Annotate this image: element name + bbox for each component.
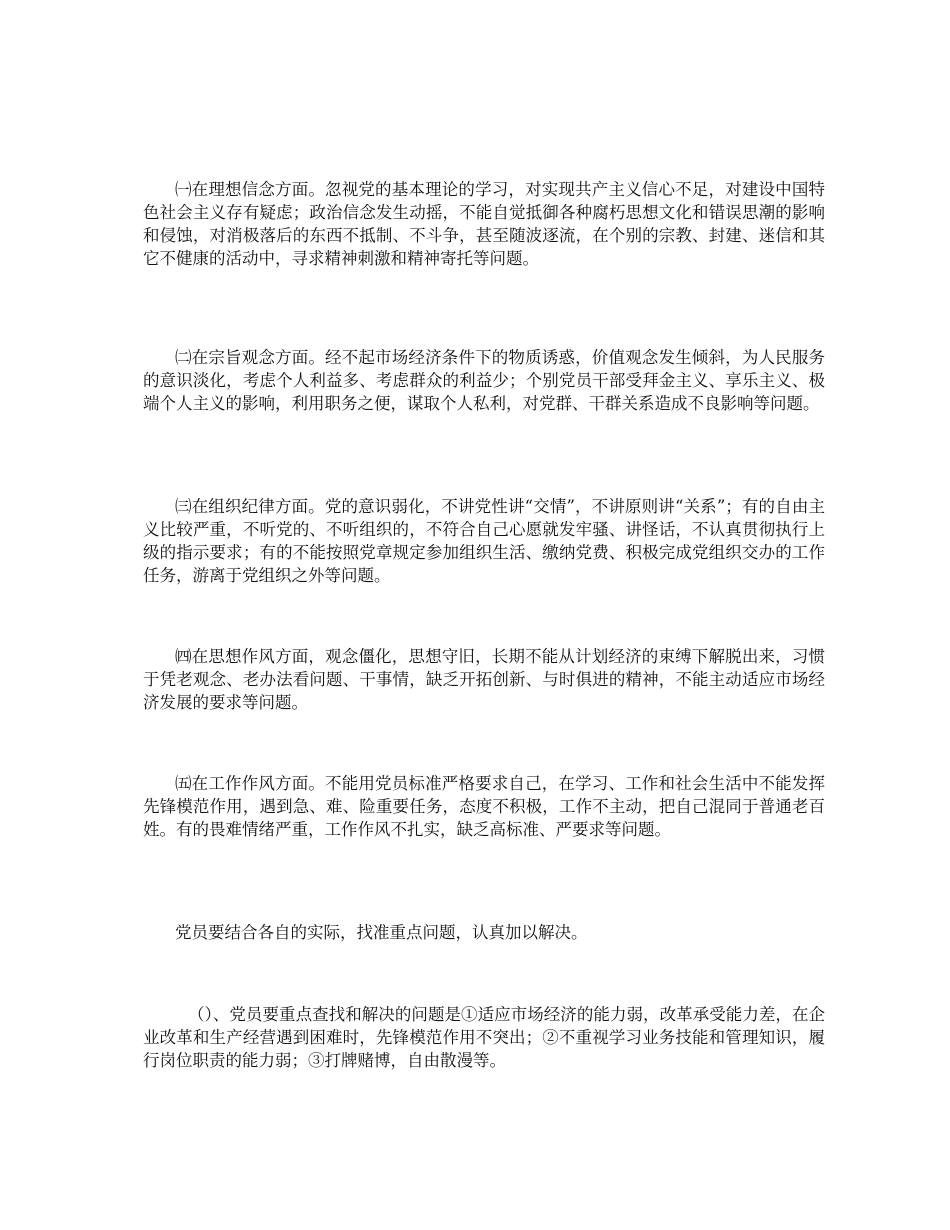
paragraph-thinking-style: ㈣在思想作风方面，观念僵化，思想守旧，长期不能从计划经济的束缚下解脱出来，习惯于凭老观念、老办法看问题、干事情，缺乏开拓创新、与时俱进的精神，不能主动适应市场经济发展的要求等问题。: [143, 647, 825, 712]
paragraph-work-style: ㈤在工作作风方面。不能用党员标准严格要求自己，在学习、工作和社会生活中不能发挥先锋模范作用，遇到急、难、险重要任务，态度不积极，工作不主动，把自己混同于普通老百姓。有的畏难情绪严重，工作作风不扎实，缺乏高标准、严要求等问题。: [143, 774, 825, 839]
paragraph-key-problems: （）、党员要重点查找和解决的问题是①适应市场经济的能力弱，改革承受能力差，在企业改革和生产经营遇到困难时，先锋模范作用不突出；②不重视学习业务技能和管理知识，履行岗位职责的能力弱；③打牌赌博，自由散漫等。: [143, 1005, 825, 1070]
paragraph-summary: 党员要结合各自的实际，找准重点问题，认真加以解决。: [175, 923, 588, 942]
paragraph-organization-discipline: ㈢在组织纪律方面。党的意识弱化，不讲党性讲“交情”，不讲原则讲“关系”；有的自由主义比较严重，不听党的、不听组织的，不符合自己心愿就发牢骚、讲怪话，不认真贯彻执行上级的指示要求；有的不能按照党章规定参加组织生活、缴纳党费、积极完成党组织交办的工作任务，游离于党组织之外等问题。: [143, 497, 825, 585]
paragraph-purpose-concept: ㈡在宗旨观念方面。经不起市场经济条件下的物质诱惑，价值观念发生倾斜，为人民服务的意识淡化，考虑个人利益多、考虑群众的利益少；个别党员干部受拜金主义、享乐主义、极端个人主义的影响，利用职务之便，谋取个人私利，对党群、干群关系造成不良影响等问题。: [143, 348, 825, 413]
paragraph-ideals-beliefs: ㈠在理想信念方面。忽视党的基本理论的学习，对实现共产主义信心不足，对建设中国特色社会主义存有疑虑；政治信念发生动摇，不能自觉抵御各种腐朽思想文化和错误思潮的影响和侵蚀，对消极落后的东西不抵制、不斗争，甚至随波逐流，在个别的宗教、封建、迷信和其它不健康的活动中，寻求精神刺激和精神寄托等问题。: [143, 180, 825, 268]
